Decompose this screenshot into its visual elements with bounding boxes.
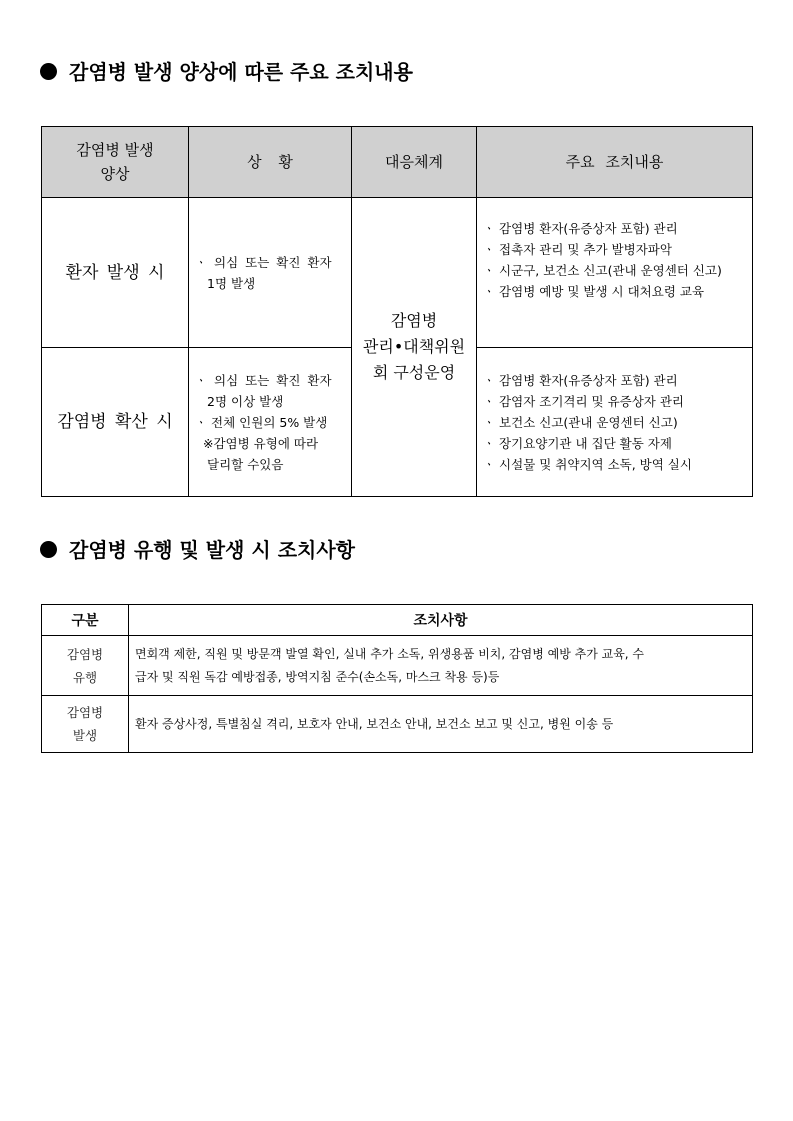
bullet-icon xyxy=(40,541,57,558)
action-item: ㆍ 감염병 환자(유증상자 포함) 관리 xyxy=(483,372,678,388)
action-item: ㆍ 접촉자 관리 및 추가 발병자파악 xyxy=(483,242,672,257)
action-item: ㆍ 감염자 조기격리 및 유증상자 관리 xyxy=(483,393,684,409)
response-table-header xyxy=(42,127,753,198)
situation-line: 달리할 수있음 xyxy=(207,456,284,472)
category-cell xyxy=(42,636,129,696)
situation-cell xyxy=(189,198,352,348)
situation-line: 1명 발생 xyxy=(207,276,256,291)
category-line: 감염병 xyxy=(66,705,104,720)
situation-line: ㆍ 전체 인원의 5% 발생 xyxy=(195,414,328,430)
measures-line: 면회객 제한, 직원 및 방문객 발열 확인, 실내 추가 소독, 위생용품 비치, 감염병 예방 추가 교육, 수 xyxy=(135,646,645,661)
action-item: ㆍ 시설물 및 취약지역 소독, 방역 실시 xyxy=(483,456,692,472)
section2-heading xyxy=(40,534,355,563)
action-item: ㆍ 감염병 예방 및 발생 시 대처요령 교육 xyxy=(483,284,705,299)
measures-line: 환자 증상사정, 특별침실 격리, 보호자 안내, 보건소 안내, 보건소 보고 및 신고, 병원 이송 등 xyxy=(135,717,614,731)
category-line: 발생 xyxy=(72,728,98,743)
header-pattern-line1: 감염병 발생 xyxy=(76,141,154,159)
pattern-cell: 환자 발생 시 xyxy=(42,198,189,348)
header-situation: 상 황 xyxy=(189,127,352,198)
response-line: 감염병 xyxy=(390,311,438,330)
header-actions: 주요 조치내용 xyxy=(477,127,753,198)
table-row xyxy=(42,198,753,348)
actions-cell xyxy=(477,348,753,497)
category-cell xyxy=(42,696,129,753)
measures-table xyxy=(41,604,753,753)
measures-cell xyxy=(129,696,753,753)
action-item: ㆍ 보건소 신고(관내 운영센터 신고) xyxy=(483,414,678,430)
header-category: 구분 xyxy=(42,605,129,636)
category-line: 유행 xyxy=(72,669,98,685)
bullet-icon xyxy=(40,63,57,80)
situation-line: ㆍ 의심 또는 확진 환자 xyxy=(195,372,332,388)
action-item: ㆍ 시군구, 보건소 신고(관내 운영센터 신고) xyxy=(483,263,722,278)
action-item: ㆍ 장기요양기관 내 집단 활동 자제 xyxy=(483,435,672,451)
measures-line: 급자 및 직원 독감 예방접종, 방역지침 준수(손소독, 마스크 착용 등)등 xyxy=(135,669,500,684)
situation-line: ※감염병 유형에 따라 xyxy=(203,435,319,451)
actions-cell xyxy=(477,198,753,348)
measures-cell xyxy=(129,636,753,696)
response-table xyxy=(41,126,753,497)
header-pattern-line2: 양상 xyxy=(100,165,130,183)
situation-line: ㆍ 의심 또는 확진 환자 xyxy=(195,255,332,270)
response-line: 관리•대책위원 xyxy=(362,337,466,356)
action-item: ㆍ 감염병 환자(유증상자 포함) 관리 xyxy=(483,221,678,236)
situation-line: 2명 이상 발생 xyxy=(207,393,284,409)
section1-heading xyxy=(40,56,413,85)
header-response: 대응체계 xyxy=(352,127,477,198)
response-line: 회 구성운영 xyxy=(372,363,456,382)
section2-title: 감염병 유행 및 발생 시 조치사항 xyxy=(69,538,355,562)
table-row xyxy=(42,696,753,753)
measures-table-header xyxy=(42,605,753,636)
situation-cell xyxy=(189,348,352,497)
category-line: 감염병 xyxy=(66,646,104,662)
response-cell xyxy=(352,198,477,497)
pattern-cell: 감염병 확산 시 xyxy=(42,348,189,497)
header-pattern xyxy=(42,127,189,198)
table-row xyxy=(42,636,753,696)
section1-title: 감염병 발생 양상에 따른 주요 조치내용 xyxy=(69,60,413,84)
header-measures: 조치사항 xyxy=(129,605,753,636)
